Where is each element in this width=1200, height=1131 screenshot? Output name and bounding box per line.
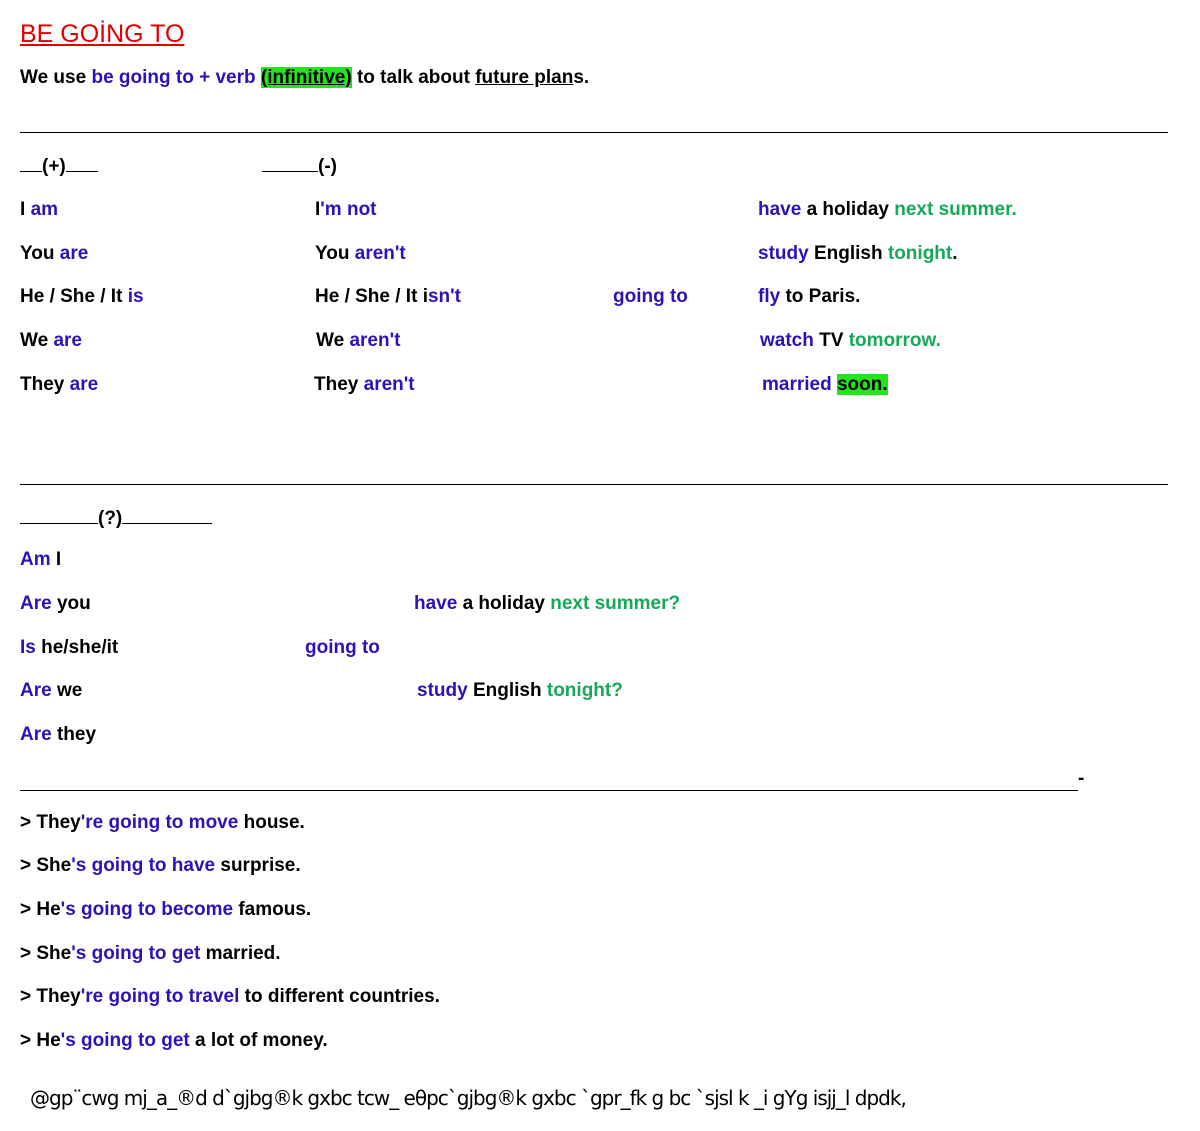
verb-be: is — [127, 286, 144, 307]
going-to-verb: 's going to get — [60, 1030, 190, 1051]
complement: surprise. — [215, 855, 301, 876]
blank-line — [20, 157, 42, 172]
divider-1 — [20, 132, 1168, 133]
verb-be-negative: 'm not — [320, 199, 377, 220]
time-expression: tonight? — [546, 680, 623, 701]
going-to-verb: 're going to travel — [80, 986, 240, 1007]
subject: I — [20, 199, 31, 220]
positive-heading — [20, 156, 98, 178]
subject: I — [50, 549, 62, 570]
time-expression: next summer? — [550, 593, 681, 614]
example-sentence — [20, 812, 305, 834]
object: English — [808, 243, 888, 264]
complement: to different countries. — [239, 986, 440, 1007]
intro-future-plans: future plan — [475, 67, 574, 88]
negative-row — [315, 243, 406, 265]
example-sentence — [20, 899, 311, 921]
subject: You — [20, 243, 60, 264]
blank-line — [122, 509, 212, 524]
verb-be-negative: aren't — [363, 374, 415, 395]
intro-infinitive: (infinitive) — [260, 67, 352, 88]
negative-row — [316, 330, 400, 352]
example-sentence — [20, 1030, 328, 1052]
subject: I — [315, 199, 321, 220]
time-expression-highlighted: soon. — [836, 374, 888, 395]
divider-3 — [20, 790, 1078, 791]
subject: They — [20, 374, 70, 395]
question-heading — [20, 508, 212, 530]
object: a holiday — [801, 199, 895, 220]
subject: > They — [20, 812, 81, 833]
time-expression: tomorrow. — [848, 330, 941, 351]
object: English — [467, 680, 547, 701]
object: a holiday — [457, 593, 551, 614]
verb: married — [762, 374, 832, 395]
verb-be: Are — [20, 593, 52, 614]
verb-be: Am — [20, 549, 51, 570]
subject: they — [51, 724, 97, 745]
question-heading-label: (?) — [98, 508, 123, 529]
intro-sentence — [20, 67, 589, 89]
intro-text-1: We use — [20, 67, 92, 88]
subject: You — [315, 243, 355, 264]
blank-line — [66, 157, 98, 172]
negative-heading — [262, 156, 337, 178]
complement: a lot of money. — [189, 1030, 328, 1051]
question-row — [20, 549, 61, 571]
negative-row — [315, 286, 461, 308]
intro-text-2: to talk about — [351, 67, 476, 88]
subject: we — [51, 680, 83, 701]
verb-be: Is — [20, 637, 36, 658]
negative-heading-label: (-) — [318, 156, 337, 177]
going-to-verb: 're going to move — [80, 812, 239, 833]
positive-row — [20, 199, 58, 221]
question-ending-row — [417, 680, 623, 702]
subject: We — [20, 330, 54, 351]
verb-be: am — [30, 199, 59, 220]
verb-be-negative: sn't — [427, 286, 462, 307]
object: to Paris. — [780, 286, 861, 307]
question-row — [20, 724, 96, 746]
ending-row — [758, 199, 1017, 221]
subject: you — [51, 593, 91, 614]
garbled-footer-text: @gp¨cwg mj_a_®d d`gjbg®k gxbc tcw_ eθpc`gjbg®k gxbc `gpr_fk g bc `sjsl k _i gYg isjj_l dpdk, — [30, 1086, 906, 1110]
subject: He / She / It i — [315, 286, 428, 307]
negative-row — [314, 374, 415, 396]
subject: > He — [20, 899, 61, 920]
intro-text-3: s. — [573, 67, 590, 88]
verb-be-negative: aren't — [354, 243, 406, 264]
verb-be: Are — [20, 680, 52, 701]
verb-be: are — [59, 243, 89, 264]
example-sentence — [20, 986, 440, 1008]
positive-heading-label: (+) — [42, 156, 66, 177]
ending-row — [760, 330, 941, 352]
subject: > She — [20, 943, 72, 964]
going-to-verb: 's going to have — [71, 855, 216, 876]
time-expression: next summer. — [894, 199, 1017, 220]
verb: fly — [758, 286, 781, 307]
divider-dash: - — [1078, 768, 1085, 789]
question-ending-row — [414, 593, 680, 615]
example-sentence — [20, 855, 301, 877]
verb: watch — [760, 330, 814, 351]
subject: They — [314, 374, 364, 395]
going-to-verb: 's going to become — [60, 899, 234, 920]
time-expression: tonight — [887, 243, 953, 264]
ending-row — [758, 243, 958, 265]
ending-row — [758, 286, 860, 308]
verb: have — [414, 593, 458, 614]
going-to-label: going to — [613, 286, 688, 307]
verb-be: Are — [20, 724, 52, 745]
question-going-to-label: going to — [305, 637, 380, 658]
subject: > They — [20, 986, 81, 1007]
question-row — [20, 637, 118, 659]
blank-line — [262, 157, 318, 172]
positive-row — [20, 243, 88, 265]
question-row — [20, 680, 82, 702]
verb-be: are — [53, 330, 82, 351]
verb: have — [758, 199, 802, 220]
complement: married. — [200, 943, 281, 964]
verb-be: are — [69, 374, 99, 395]
subject: he/she/it — [35, 637, 119, 658]
ending-row — [762, 374, 888, 396]
verb: study — [758, 243, 809, 264]
question-row — [20, 593, 91, 615]
complement: famous. — [233, 899, 312, 920]
example-sentence — [20, 943, 281, 965]
subject: > He — [20, 1030, 61, 1051]
positive-row — [20, 374, 98, 396]
punctuation: . — [952, 243, 958, 264]
subject: > She — [20, 855, 72, 876]
verb-be-negative: aren't — [349, 330, 401, 351]
complement: house. — [238, 812, 305, 833]
object: TV — [813, 330, 849, 351]
negative-row — [315, 199, 377, 221]
blank-line — [20, 509, 98, 524]
verb: study — [417, 680, 468, 701]
going-to-verb: 's going to get — [71, 943, 201, 964]
positive-row — [20, 286, 144, 308]
subject: He / She / It — [20, 286, 128, 307]
intro-formula: be going to + verb — [91, 67, 261, 88]
divider-2 — [20, 484, 1168, 485]
positive-row — [20, 330, 82, 352]
subject: We — [316, 330, 350, 351]
page-title: BE GOİNG TO — [20, 20, 185, 48]
